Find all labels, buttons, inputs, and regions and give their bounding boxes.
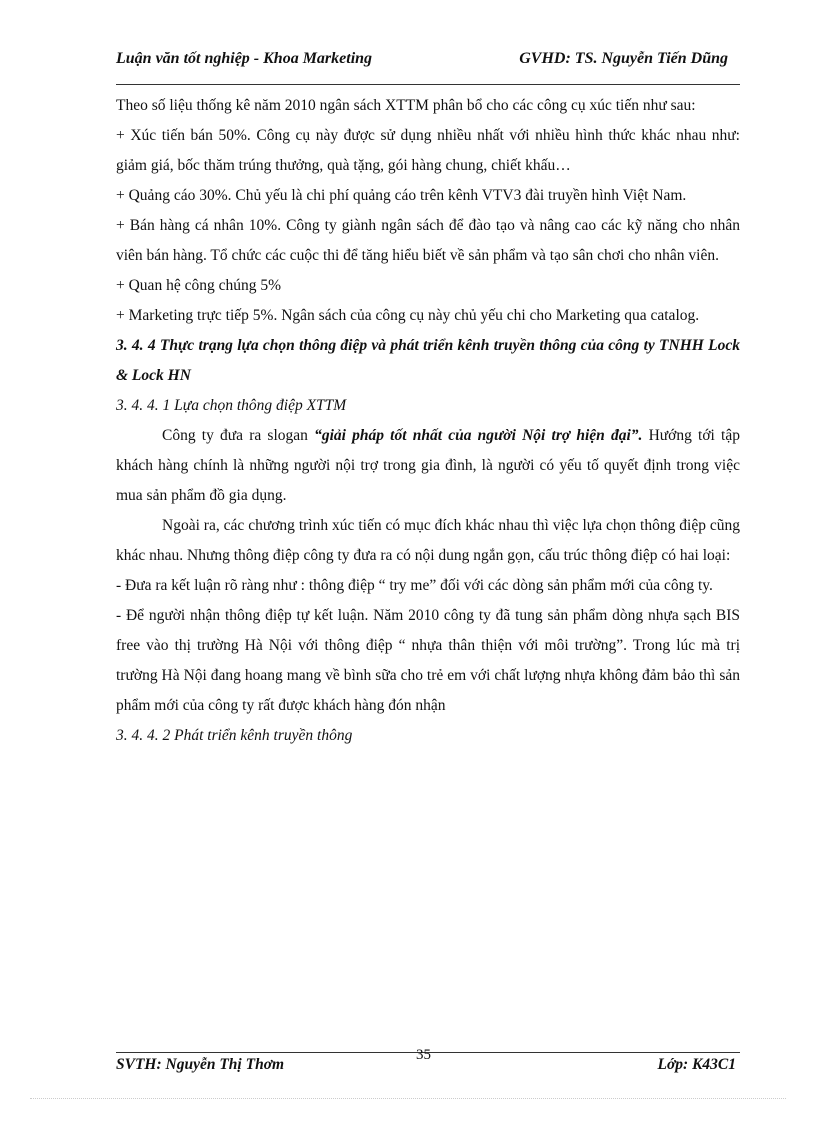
slogan-text: “giải pháp tốt nhất của người Nội trợ hiện đại”. [314, 427, 643, 444]
page-number: 35 [416, 1047, 431, 1063]
header-supervisor: GVHD: TS. Nguyễn Tiến Dũng [519, 50, 728, 67]
page-bottom-divider [30, 1098, 786, 1099]
slogan-after-text: Hướng tới tập khách hàng chính là những người nội trợ trong gia đình, là người có yếu tố quyết định trong việc mua sản phẩm đồ gia dụng. [116, 427, 740, 504]
paragraph-clear-conclusion: - Đưa ra kết luận rõ ràng như : thông điệp “ try me” đối với các dòng sản phẩm mới của công ty. [116, 577, 713, 594]
section-heading-3-4-4: 3. 4. 4 Thực trạng lựa chọn thông điệp và phát triển kênh truyền thông của công ty TNHH Lock & Lock HN [116, 337, 740, 384]
paragraph-budget-intro: Theo số liệu thống kê năm 2010 ngân sách XTTM phân bổ cho các công cụ xúc tiến như sau: [116, 97, 696, 114]
paragraph-advertising: + Quảng cáo 30%. Chủ yếu là chi phí quảng cáo trên kênh VTV3 đài truyền hình Việt Nam. [116, 187, 687, 204]
footer-class: Lớp: K43C1 [657, 1056, 736, 1073]
page-header [116, 44, 740, 85]
paragraph-sales-promotion: + Xúc tiến bán 50%. Công cụ này được sử dụng nhiều nhất với nhiều hình thức khác nhau như: giảm giá, bốc thăm trúng thưởng, quà tặng, gói hàng chung, chiết khấu… [116, 127, 740, 174]
footer-student: SVTH: Nguyễn Thị Thơm [116, 1056, 285, 1073]
header-thesis-title: Luận văn tốt nghiệp - Khoa Marketing [116, 50, 373, 67]
paragraph-slogan [116, 421, 740, 511]
paragraph-self-conclusion: - Để người nhận thông điệp tự kết luận. Năm 2010 công ty đã tung sản phẩm dòng nhựa sạch BIS free vào thị trường Hà Nội với thông điệp “ nhựa thân thiện với môi trường”. Trong lúc mà trị trường Hà Nội đang hoang mang về bình sữa cho trẻ em với chất lượng nhựa không đảm bảo thì sản phẩm mới của công ty rất được khách hàng đón nhận [116, 607, 740, 714]
paragraph-message-types: Ngoài ra, các chương trình xúc tiến có mục đích khác nhau thì việc lựa chọn thông điệp cũng khác nhau. Nhưng thông điệp công ty đưa ra có nội dung ngắn gọn, cấu trúc thông điệp có hai loại: [116, 517, 740, 564]
subsection-heading-3-4-4-1: 3. 4. 4. 1 Lựa chọn thông điệp XTTM [116, 397, 347, 414]
subsection-heading-3-4-4-2: 3. 4. 4. 2 Phát triển kênh truyền thông [116, 727, 353, 744]
page-body [116, 91, 740, 751]
paragraph-personal-selling: + Bán hàng cá nhân 10%. Công ty giành ngân sách để đào tạo và nâng cao các kỹ năng cho nhân viên bán hàng. Tổ chức các cuộc thi để tăng hiểu biết về sản phẩm và tạo sân chơi cho nhân viên. [116, 217, 740, 264]
page-footer [116, 1047, 740, 1083]
paragraph-direct-marketing: + Marketing trực tiếp 5%. Ngân sách của công cụ này chủ yếu chi cho Marketing qua catalog. [116, 307, 700, 324]
paragraph-public-relations: + Quan hệ công chúng 5% [116, 277, 281, 294]
slogan-intro-text: Công ty đưa ra slogan [162, 427, 315, 444]
